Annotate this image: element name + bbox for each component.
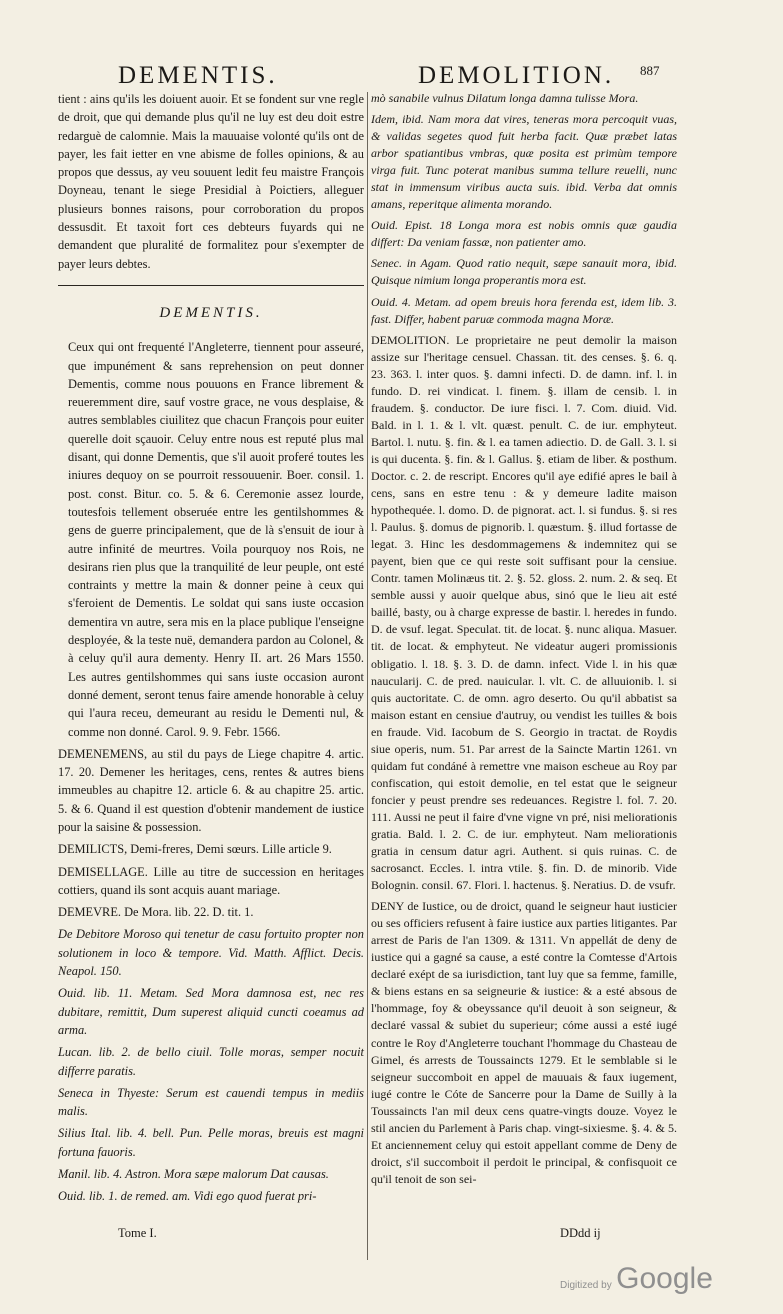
page-number: 887 <box>640 63 660 78</box>
right-quote-3: Senec. in Agam. Quod ratio nequit, sæpe sanauit mora, ibid. Quisque nimium longa properantis mora est. <box>371 256 677 288</box>
google-watermark <box>560 1262 713 1296</box>
watermark-digitized: Digitized by <box>560 1280 612 1291</box>
quote-silius: Silius Ital. lib. 4. bell. Pun. Pelle moras, breuis est magni fortuna fauoris. <box>58 1126 364 1159</box>
running-head-left: DEMENTIS. <box>118 62 278 89</box>
quote-lucan: Lucan. lib. 2. de bello ciuil. Tolle moras, semper nocuit differre paratis. <box>58 1045 364 1078</box>
right-column <box>371 90 677 1192</box>
right-quote-0: mò sanabile vulnus Dilatum longa damna tulisse Mora. <box>371 91 639 105</box>
entry-demeure: DEMEVRE. De Mora. lib. 22. D. tit. 1. <box>58 905 254 920</box>
right-quote-1: Idem, ibid. Nam mora dat vires, teneras mora percoquit vuas, & validas segetes quod fuit herba facit. Quæ præbet latas arbor spatiantibus vmbras, quæ posita est primùm tempore virga fuit. Tunc poterat manibus summa tellure reuelli, nunc stat in immensum viribus aucta suis. ibid. Verba dat omnis amans, reperitque alimenta morando. <box>371 112 677 212</box>
section-rule <box>58 285 364 286</box>
entry-deny-de-iustice: DENY de Iustice, ou de droict, quand le seigneur haut iusticier ou ses officiers refusent à faire iustice aux parties litigantes. Par arrest de Paris de l'an 1309. & 1311. Vn appellát de deny de iustice qui a gagné sa cause, a esté contre la Comtesse d'Artois declaré exépt de sa iurisdiction, tant luy que sa femme, famille, & biens estans en sa seigneurie & iustice: & a esté absous de l'hommage, foy & obeyssance qu'il deuoit à son seigneur, & declaré vassal & subiet du superieur; cóme aussi a esté iugé contre le Roy d'Angleterre touchant l'hommage du Chasteau de Gimel, és arrests de Toussaincts 1279. Et le semblable si le seigneur succomboit en appel de mauuais & faux iugement, iugé contre le Cóte de Sancerre pour la Dame de Suilly à la Toussaincts l'an mil deux cens quatre-vingts douze. Voyez le stil ancien du Parlement à Paris chap. vingt-sixiesme. §. 4. & 5. Et anciennement celuy qui estoit appellant comme de Deny de droict, s'il succomboit il perdoit le principal, & confisquoit ce qu'il tenoit de son sei- <box>371 899 678 1186</box>
dementis-paragraph: Ceux qui ont frequenté l'Angleterre, tiennent pour asseuré, que impunément & sans reprehension on peut donner Dementis, comme nous pouuons en France librement & reueremment dire, sauf vostre grace, ne vous desplaise, & autres semblables ciuilitez que chacun François pour euiter querelle doit sçauoir. Celuy entre nous est reputé plus mal disant, qui donne Dementis, que s'il auoit proferé toutes les iniures dequoy on se pourroit ressouuenir. Boer. consil. 1. post. const. Bitur. co. 5. & 6. Ceremonie assez lourde, toutesfois tellement obseruée entre les gentilshommes & gens de guerre principalement, que de là s'ensuit de iour à autre infinité de meurtres. Voila pourquoy nos Rois, ne desirans rien plus que la tranquilité de leur peuple, ont esté contraints y mettre la main & donner peine à ceux qui s'feroient de Dementis. Le soldat qui sans iuste occasion dementira vn autre, sera mis en la place publique l'enseigne desployée, & la teste nuë, demandera pardon au Colonel, & à celuy qu'il aura dementy. Henry II. art. 26 Mars 1550. Les autres gentilshommes qui sans iuste occasion auront donné dement, seront tenus faire amende honorable à celuy qui l'aura receu, demeurant au residu le Dementi nul, & comme non donné. Carol. 9. 9. Febr. 1566. <box>68 340 364 739</box>
quote-manilius: Manil. lib. 4. Astron. Mora sæpe malorum Dat causas. <box>58 1167 329 1182</box>
left-column <box>58 90 364 1210</box>
quote-seneca: Seneca in Thyeste: Serum est cauendi tempus in mediis malis. <box>58 1085 364 1119</box>
running-head-right: DEMOLITION. <box>418 62 615 89</box>
entry-demolition: DEMOLITION. Le proprietaire ne peut demolir la maison assize sur l'heritage censuel. Chassan. tit. des censes. §. 6. q. 23. 363. l. inter quos. §. damni infecti. D. de damn. inf. l. in fundo. D. rei vindicat. l. finem. §. illam de censib. l. in fraudem. §. conductor. De iure fisci. l. 7. Com. diuid. Vid. Bald. in l. 1. & l. vlt. quæst. penult. C. de iur. emphyteut. Bartol. l. nutu. §. fin. & l. ea tamen adiectio. D. de Gall. 3. l. si is qui ducenta. §. fin. & l. Gallus. §. etiam de liber. & posthum. Doctor. c. 2. de rescript. Encores qu'il aye edifié apres le bail à cens, sans en estre tenu : & y demeure ladite maison hypothequée. l. domo. D. de pignorat. act. l. si fundus. §. si res l. Paulus. §. domus de pignorib. l. quæstum. §. illud fortasse de legat. 3. Hinc les desdommagemens & indemnitez qui se payent, bien que ce qui reste soit suffisant pour la censiue. Contr. tamen Molinæus tit. 2. §. 52. gloss. 2. num. 2. & seq. Et semble aussi y auoir quelque abus, sinó que le lieu ait esté baillé, basty, ou à charge expresse de bastir. l. heredes in fundo. D. de vsuf. legat. Speculat. tit. de locat. §. nunc aliqua. Masuer. tit. de locat. & emphyteut. Ne videatur augeri promissionis obligatio. l. 18. §. 3. D. de damn. infect. Vide l. in his quæ naucularij. C. de pred. nauicular. l. vlt. C. de alluuionib. l. si quis auctoritate. C. de omn. agro deserto. Ou qu'il abbatist sa maison estant en censiue d'autruy, ou vendist les tuilles & bois en fraude. Vid. Iacobum de S. Georgio in tractat. de Roydis siue operis, num. 51. Par arrest de la Saincte Martin 1261. vn quidam fut condáné à remettre vne maison escheue au Roy par confiscation, qui estoit demolie, en tel estat que le seigneur foncier y peust prendre ses redeuances. Registre l. fol. 7. 20. 111. Aussi ne peut il faire d'vne vigne vn pré, nisi meliorationis gratia. Bald. l. 2. C. de iur. emphyteut. Nam meliorationis gratia in censum datur agri. Authent. si quis ruinas. C. de sacrosanct. Eccles. l. intra vtile. §. fin. D. de minorib. Vide Bolognin. consil. 67. Flori. l. hactenus. §. Neratius. D. de vsufr. <box>371 332 677 893</box>
left-paragraph-0: tient : ains qu'ils les doiuent auoir. Et se fondent sur vne regle de droit, que qui demande plus qu'il ne luy est deu doit estre redarguè de calomnie. Mais la mauuaise volonté qu'ils ont de payer, les fait ietter en vne abisme de folles opinions, & au propos que dessus, ay veu souuent ledit feu maistre François Doyneau, tenant le siege Presidial à Poictiers, alleguer plusieurs bonnes raisons, pour corroboration du propos dessusdit. Et taxoit fort ces debteurs fuyards qui ne demandent que pluralité de formalitez pour s'exempter de payer leurs debtes. <box>58 92 364 271</box>
quote-ovid-remed: Ouid. lib. 1. de remed. am. Vidi ego quod fuerat pri- <box>58 1189 317 1204</box>
column-divider <box>367 92 368 1260</box>
entry-demilicts: DEMILICTS, Demi-freres, Demi sœurs. Lille article 9. <box>58 842 332 857</box>
section-heading-dementis: DEMENTIS. <box>159 304 263 321</box>
google-logo: Google <box>616 1262 713 1295</box>
entry-demisellage: DEMISELLAGE. Lille au titre de succession en heritages cottiers, quand ils sont acquis auant mariage. <box>58 864 364 897</box>
entry-demenemens: DEMENEMENS, au stil du pays de Liege chapitre 4. artic. 17. 20. Demener les heritages, cens, rentes & autres biens immeubles au chapitre 12. article 6. & au chapitre 25. artic. 5. & 6. Quand il est question d'obtenir mandement de iustice pour la saisine & possession. <box>58 746 364 834</box>
right-quote-4: Ouid. 4. Metam. ad opem breuis hora ferenda est, idem lib. 3. fast. Differ, habent paruæ commoda magna Moræ. <box>371 294 677 326</box>
quote-ovid-metam: Ouid. lib. 11. Metam. Sed Mora damnosa est, nec res dubitare, remittit, Dum superest aliquid cuncti coeamus ad arma. <box>58 986 364 1037</box>
quote-debitore: De Debitore Moroso qui tenetur de casu fortuito propter non solutionem in loco & tempore. Vid. Matth. Afflict. Decis. Neapol. 150. <box>58 927 364 979</box>
tome-label: Tome I. <box>118 1226 157 1240</box>
right-quote-2: Ouid. Epist. 18 Longa mora est nobis omnis quæ gaudia differt: Da veniam fassæ, non patienter amo. <box>371 218 677 250</box>
signature-mark: DDdd ij <box>560 1226 601 1240</box>
